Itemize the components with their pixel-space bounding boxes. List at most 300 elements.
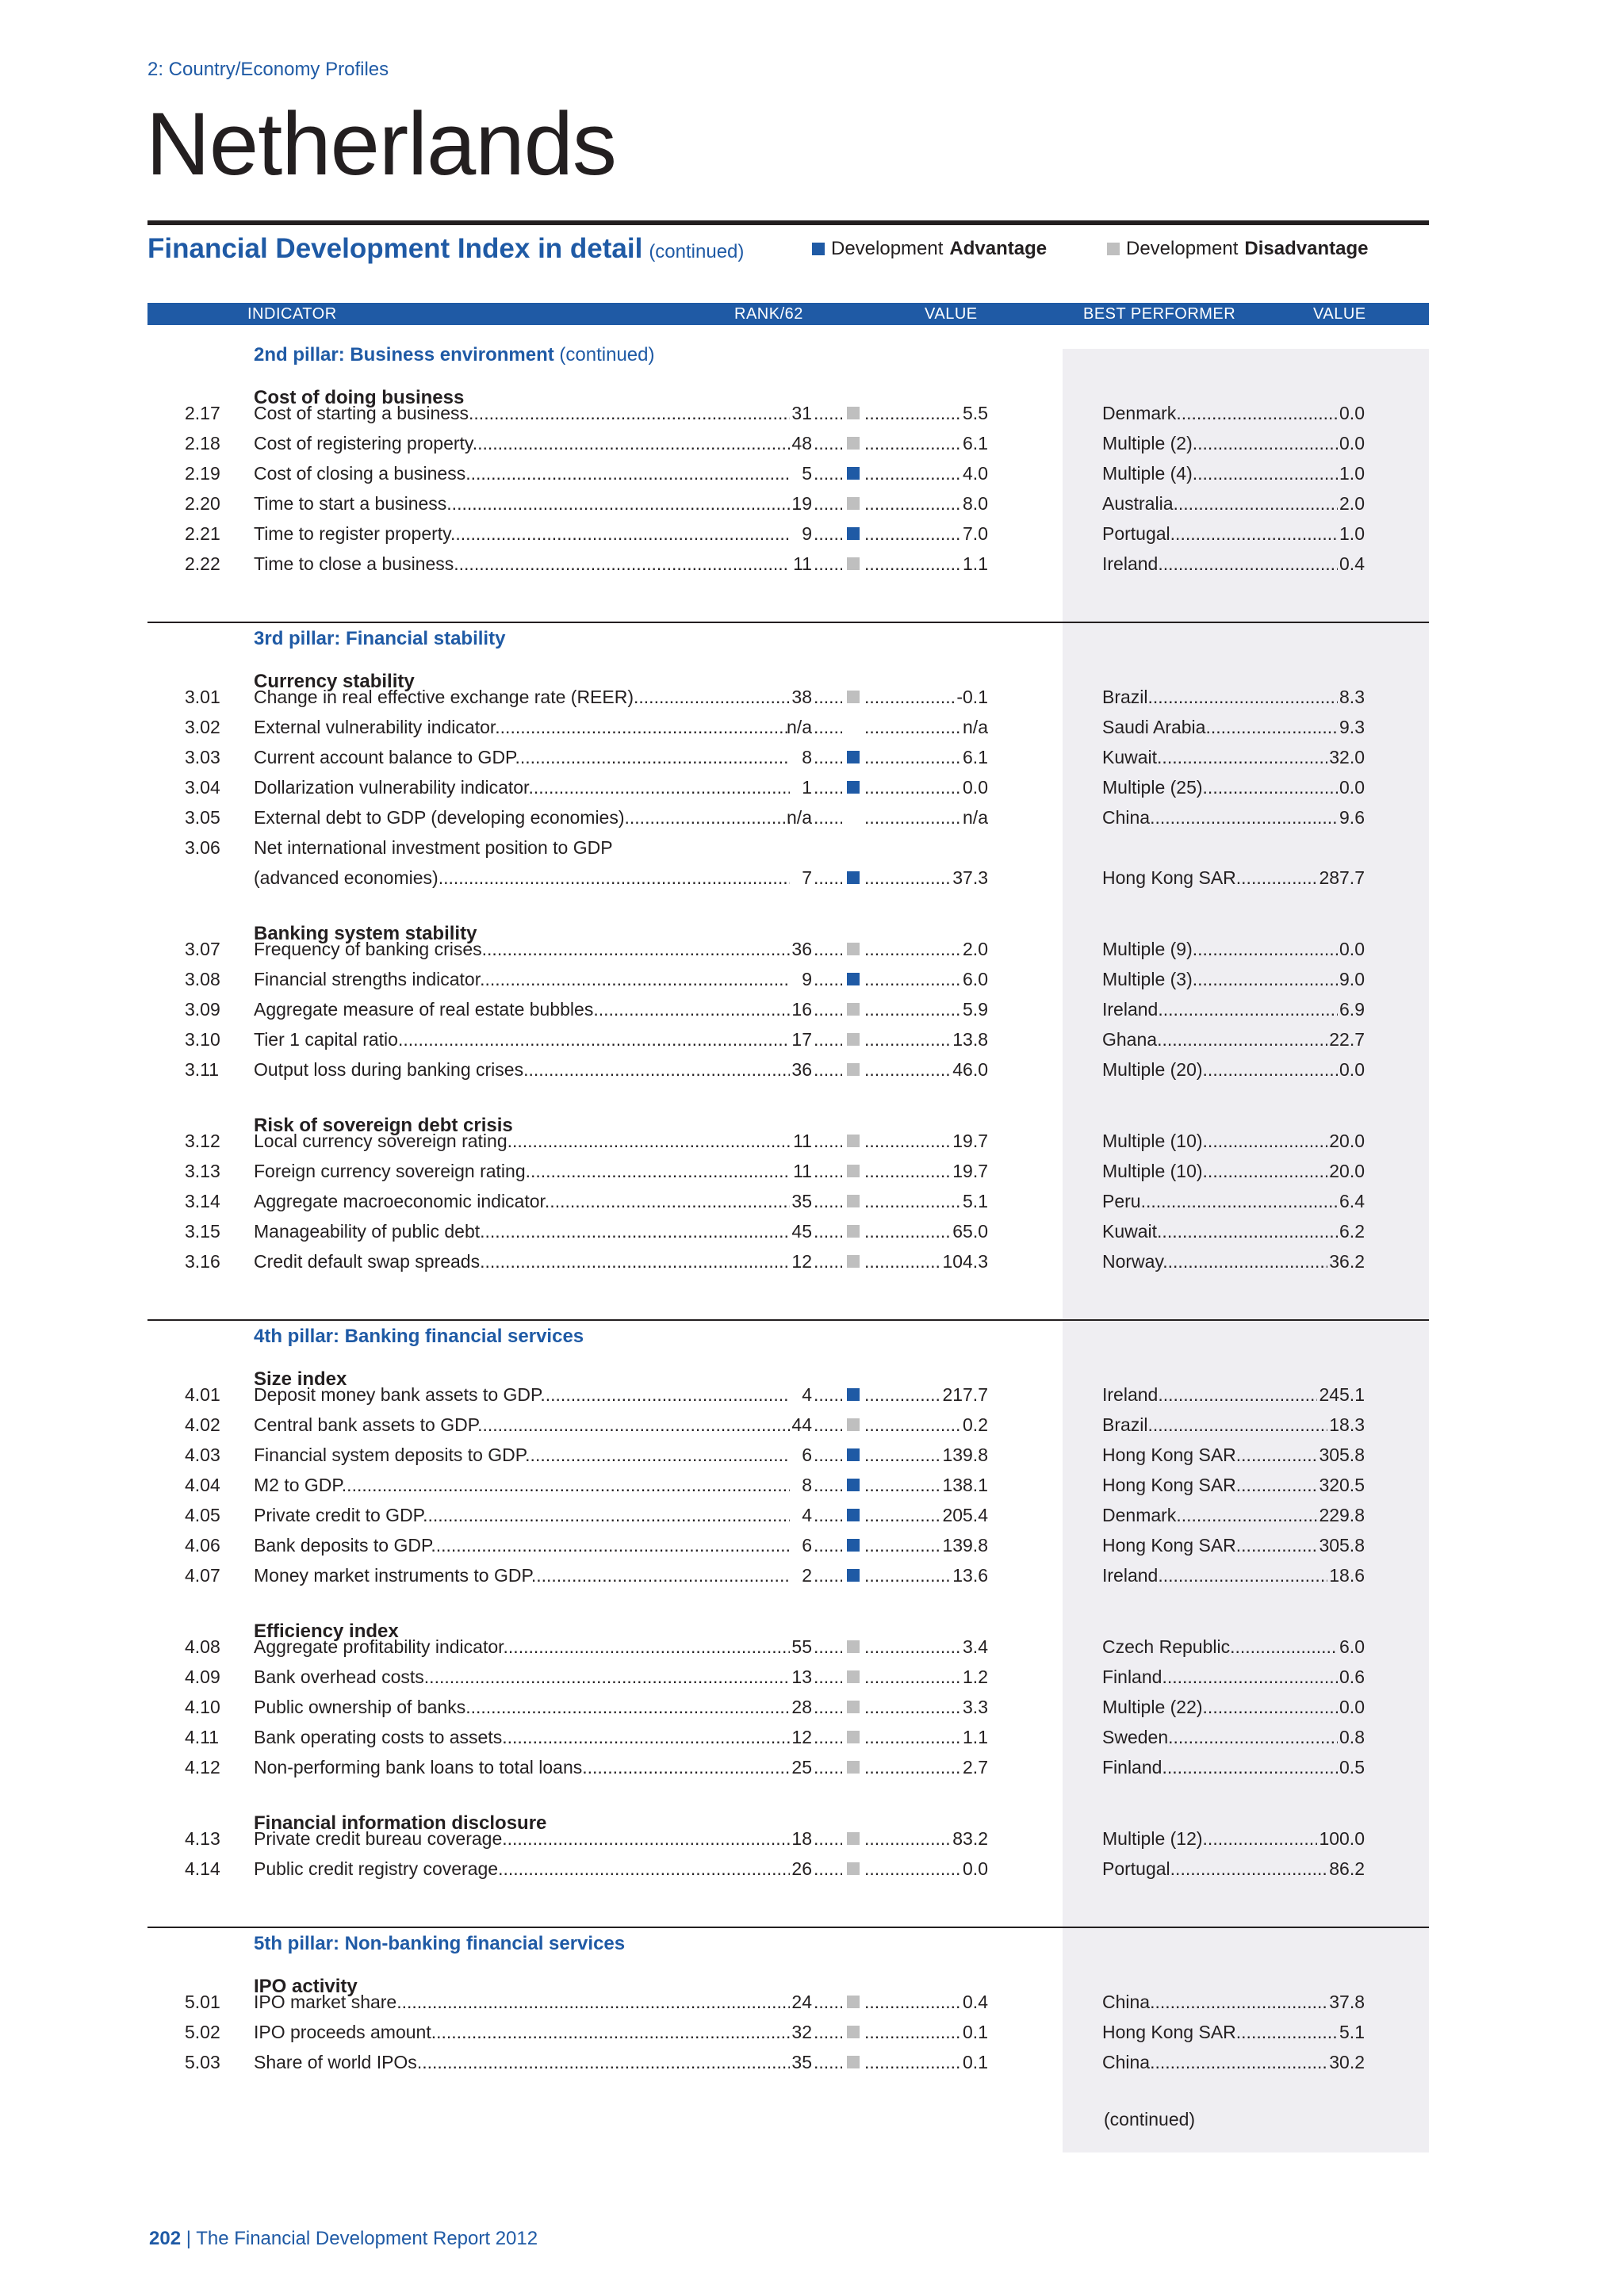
leader-dots xyxy=(864,2047,959,2077)
indicator-name: Financial strengths indicator ..... xyxy=(254,964,790,994)
subhead-financial-information-disclosure: Financial information disclosure xyxy=(254,1812,547,1834)
rank-value: 55 xyxy=(791,1636,812,1657)
disadvantage-square-icon xyxy=(847,407,860,419)
leader-dots xyxy=(864,964,959,994)
advantage-square-icon xyxy=(847,781,860,794)
index-title-continued: (continued) xyxy=(649,241,745,262)
indicator-name: Time to register property ..... xyxy=(254,519,790,549)
table-row xyxy=(0,549,1624,579)
leader-dots xyxy=(814,549,842,579)
leader-dots xyxy=(814,994,842,1024)
table-row xyxy=(0,398,1624,428)
rank-value: 11 xyxy=(793,553,812,574)
indicator-value: 1.1 xyxy=(961,1722,988,1752)
best-performer-name: Hong Kong SAR ..... xyxy=(1102,2017,1364,2047)
table-row xyxy=(0,1752,1624,1782)
table-row xyxy=(0,1440,1624,1470)
best-performer-name: Kuwait ..... xyxy=(1102,1216,1364,1246)
rank-value: n/a xyxy=(787,717,812,737)
table-row xyxy=(0,1823,1624,1854)
indicator-number: 3.04 xyxy=(185,777,220,798)
disadvantage-square-icon xyxy=(847,557,860,570)
indicator-name: Bank overhead costs ..... xyxy=(254,1662,790,1692)
indicator-value: 5.9 xyxy=(961,994,988,1024)
best-performer-name: Multiple (4) ..... xyxy=(1102,458,1364,488)
rank-value: 17 xyxy=(791,1029,812,1050)
table-row xyxy=(0,1186,1624,1216)
disadvantage-square-icon xyxy=(847,2056,860,2068)
indicator-number: 3.13 xyxy=(185,1161,220,1181)
best-performer-name: Sweden ..... xyxy=(1102,1722,1364,1752)
best-performer-name: Multiple (10) ..... xyxy=(1102,1126,1364,1156)
table-row xyxy=(0,1987,1624,2017)
best-performer-name: Multiple (22) ..... xyxy=(1102,1692,1364,1722)
disadvantage-square-icon xyxy=(847,1255,860,1268)
leader-dots xyxy=(814,1054,842,1085)
indicator-name: Tier 1 capital ratio ..... xyxy=(254,1024,790,1054)
indicator-number: 4.14 xyxy=(185,1858,220,1879)
best-performer-value: 245.1 xyxy=(1317,1380,1365,1410)
legend-advantage-prefix: Development xyxy=(831,238,944,259)
disadvantage-square-icon xyxy=(847,2026,860,2038)
best-performer-name: Denmark ..... xyxy=(1102,398,1364,428)
best-performer-value: 305.8 xyxy=(1317,1440,1365,1470)
leader-dots xyxy=(864,1854,959,1884)
column-header-bar xyxy=(147,303,1429,325)
best-performer-value: 6.9 xyxy=(1338,994,1365,1024)
indicator-name: Share of world IPOs ..... xyxy=(254,2047,790,2077)
table-row xyxy=(0,458,1624,488)
disadvantage-square-icon xyxy=(847,1832,860,1845)
advantage-square-icon xyxy=(847,871,860,884)
best-performer-value: 0.5 xyxy=(1338,1752,1365,1782)
indicator-value: 5.5 xyxy=(961,398,988,428)
indicator-number: 4.02 xyxy=(185,1414,220,1435)
best-performer-name: Ireland ..... xyxy=(1102,1380,1364,1410)
table-row xyxy=(0,802,1624,832)
best-performer-name: Peru ..... xyxy=(1102,1186,1364,1216)
continued-note: (continued) xyxy=(1104,2109,1196,2130)
rank-value: 45 xyxy=(791,1221,812,1242)
indicator-value: 3.3 xyxy=(961,1692,988,1722)
indicator-name: Money market instruments to GDP ..... xyxy=(254,1560,790,1590)
best-performer-name: Portugal ..... xyxy=(1102,519,1364,549)
leader-dots xyxy=(864,934,959,964)
indicator-number: 3.05 xyxy=(185,807,220,828)
leader-dots xyxy=(814,1186,842,1216)
indicator-value: 65.0 xyxy=(951,1216,988,1246)
legend-disadvantage-bold: Disadvantage xyxy=(1244,238,1369,259)
leader-dots xyxy=(864,1054,959,1085)
indicator-name: Private credit bureau coverage ..... xyxy=(254,1823,790,1854)
indicator-value: 37.3 xyxy=(951,863,988,893)
indicator-value: 2.7 xyxy=(961,1752,988,1782)
col-value: VALUE xyxy=(925,305,978,323)
leader-dots xyxy=(864,1216,959,1246)
indicator-value: 2.0 xyxy=(961,934,988,964)
rank-value: 28 xyxy=(791,1697,812,1717)
best-performer-name: Norway ..... xyxy=(1102,1246,1364,1276)
best-performer-name: Finland ..... xyxy=(1102,1752,1364,1782)
indicator-value: 139.8 xyxy=(940,1530,988,1560)
rank-value: 19 xyxy=(791,493,812,514)
best-performer-name: Multiple (9) ..... xyxy=(1102,934,1364,964)
rank-value: 8 xyxy=(802,747,812,767)
indicator-value: 0.0 xyxy=(961,772,988,802)
advantage-square-icon xyxy=(847,1569,860,1582)
disadvantage-square-icon xyxy=(847,1033,860,1046)
leader-dots xyxy=(814,519,842,549)
divider-2 xyxy=(147,1319,1429,1321)
subhead-banking-system-stability: Banking system stability xyxy=(254,923,477,944)
indicator-name: Foreign currency sovereign rating ..... xyxy=(254,1156,790,1186)
indicator-number: 3.07 xyxy=(185,939,220,959)
best-performer-name: Hong Kong SAR ..... xyxy=(1102,1530,1364,1560)
indicator-number: 4.12 xyxy=(185,1757,220,1777)
disadvantage-square-icon xyxy=(847,691,860,703)
rank-value: 4 xyxy=(802,1505,812,1525)
indicator-value: 0.4 xyxy=(961,1987,988,2017)
indicator-number: 2.17 xyxy=(185,403,220,423)
indicator-value: 205.4 xyxy=(940,1500,988,1530)
indicator-value: 6.1 xyxy=(961,428,988,458)
best-performer-value: 18.3 xyxy=(1327,1410,1365,1440)
best-performer-value: 0.0 xyxy=(1338,934,1365,964)
indicator-number: 3.09 xyxy=(185,999,220,1020)
indicator-value: 5.1 xyxy=(961,1186,988,1216)
disadvantage-square-icon xyxy=(847,497,860,510)
advantage-square-icon xyxy=(847,973,860,985)
table-row xyxy=(0,1054,1624,1085)
indicator-value: n/a xyxy=(961,802,988,832)
leader-dots xyxy=(864,1186,959,1216)
indicator-number: 3.03 xyxy=(185,747,220,767)
best-performer-value: 36.2 xyxy=(1327,1246,1365,1276)
best-performer-name: Hong Kong SAR ..... xyxy=(1102,1470,1364,1500)
indicator-value: 83.2 xyxy=(951,1823,988,1854)
indicator-value: 19.7 xyxy=(951,1126,988,1156)
leader-dots xyxy=(814,1560,842,1590)
best-performer-value: 2.0 xyxy=(1338,488,1365,519)
indicator-name: IPO market share ..... xyxy=(254,1987,790,2017)
leader-dots xyxy=(864,742,959,772)
disadvantage-square-icon xyxy=(847,1165,860,1177)
best-performer-name: China ..... xyxy=(1102,2047,1364,2077)
legend-advantage xyxy=(812,238,1047,260)
indicator-value: 1.2 xyxy=(961,1662,988,1692)
rank-value: 9 xyxy=(802,969,812,989)
best-performer-value: 287.7 xyxy=(1317,863,1365,893)
subhead-cost-of-doing-business: Cost of doing business xyxy=(254,387,465,408)
disadvantage-square-icon xyxy=(847,1225,860,1238)
legend-disadvantage xyxy=(1107,238,1368,260)
best-performer-name: Denmark ..... xyxy=(1102,1500,1364,1530)
leader-dots xyxy=(814,1216,842,1246)
best-performer-name: Brazil ..... xyxy=(1102,682,1364,712)
indicator-number: 2.22 xyxy=(185,553,220,574)
indicator-number: 2.21 xyxy=(185,523,220,544)
advantage-square-icon xyxy=(812,243,825,255)
table-row xyxy=(0,964,1624,994)
best-performer-name: Multiple (25) ..... xyxy=(1102,772,1364,802)
best-performer-value: 86.2 xyxy=(1327,1854,1365,1884)
index-title-text: Financial Development Index in detail xyxy=(147,233,643,264)
leader-dots xyxy=(864,519,959,549)
best-performer-name: China ..... xyxy=(1102,1987,1364,2017)
indicator-value: 3.4 xyxy=(961,1632,988,1662)
leader-dots xyxy=(864,428,959,458)
leader-dots xyxy=(864,1126,959,1156)
indicator-name: Cost of closing a business ..... xyxy=(254,458,790,488)
indicator-name: Non-performing bank loans to total loans ..... xyxy=(254,1752,790,1782)
leader-dots xyxy=(864,1823,959,1854)
indicator-number: 4.05 xyxy=(185,1505,220,1525)
best-performer-name: Ghana ..... xyxy=(1102,1024,1364,1054)
best-performer-value: 8.3 xyxy=(1338,682,1365,712)
indicator-name: Change in real effective exchange rate (REER) ..... xyxy=(254,682,790,712)
leader-dots xyxy=(814,1246,842,1276)
table-row xyxy=(0,1156,1624,1186)
section-label: 2: Country/Economy Profiles xyxy=(147,59,389,80)
indicator-number: 5.01 xyxy=(185,1992,220,2012)
rank-value: 4 xyxy=(802,1384,812,1405)
indicator-name: Aggregate macroeconomic indicator ..... xyxy=(254,1186,790,1216)
best-performer-value: 30.2 xyxy=(1327,2047,1365,2077)
pillar-2-heading xyxy=(254,344,655,366)
indicator-name: Cost of registering property ..... xyxy=(254,428,790,458)
subhead-currency-stability: Currency stability xyxy=(254,671,415,692)
indicator-number: 3.14 xyxy=(185,1191,220,1211)
rank-value: n/a xyxy=(787,807,812,828)
indicator-number: 3.06 xyxy=(185,837,220,858)
best-performer-name: China ..... xyxy=(1102,802,1364,832)
table-row xyxy=(0,682,1624,712)
footer xyxy=(149,2228,538,2250)
indicator-value: 0.1 xyxy=(961,2047,988,2077)
indicator-value: 0.2 xyxy=(961,1410,988,1440)
leader-dots xyxy=(814,1632,842,1662)
indicator-name: Public credit registry coverage ..... xyxy=(254,1854,790,1884)
leader-dots xyxy=(814,863,842,893)
rank-value: 24 xyxy=(791,1992,812,2012)
best-performer-value: 0.0 xyxy=(1338,398,1365,428)
rank-value: 16 xyxy=(791,999,812,1020)
best-performer-value: 37.8 xyxy=(1327,1987,1365,2017)
table-row xyxy=(0,1216,1624,1246)
indicator-name: Aggregate measure of real estate bubbles ..... xyxy=(254,994,790,1024)
table-row xyxy=(0,428,1624,458)
best-performer-name: Brazil ..... xyxy=(1102,1410,1364,1440)
index-title xyxy=(147,233,744,265)
rank-value: 6 xyxy=(802,1445,812,1465)
table-row xyxy=(0,488,1624,519)
table-row xyxy=(0,742,1624,772)
legend-advantage-bold: Advantage xyxy=(949,238,1048,259)
table-row xyxy=(0,1024,1624,1054)
table-row xyxy=(0,1470,1624,1500)
col-indicator: INDICATOR xyxy=(247,305,337,323)
disadvantage-square-icon xyxy=(847,1731,860,1743)
indicator-value: 0.1 xyxy=(961,2017,988,2047)
disadvantage-square-icon xyxy=(847,1761,860,1774)
best-performer-value: 1.0 xyxy=(1338,519,1365,549)
table-row xyxy=(0,1662,1624,1692)
leader-dots xyxy=(864,1722,959,1752)
leader-dots xyxy=(814,1500,842,1530)
leader-dots xyxy=(864,802,959,832)
disadvantage-square-icon xyxy=(847,1135,860,1147)
leader-dots xyxy=(814,1156,842,1186)
indicator-number: 4.10 xyxy=(185,1697,220,1717)
indicator-name: Dollarization vulnerability indicator ..... xyxy=(254,772,790,802)
indicator-number: 3.12 xyxy=(185,1131,220,1151)
indicator-number: 4.01 xyxy=(185,1384,220,1405)
pillar-2-text: 2nd pillar: Business environment xyxy=(254,344,554,365)
table-row xyxy=(0,994,1624,1024)
indicator-name: Credit default swap spreads ..... xyxy=(254,1246,790,1276)
rank-value: 35 xyxy=(791,1191,812,1211)
leader-dots xyxy=(814,1662,842,1692)
disadvantage-square-icon xyxy=(847,437,860,450)
table-row xyxy=(0,1500,1624,1530)
best-performer-value: 0.8 xyxy=(1338,1722,1365,1752)
pillar-3-heading: 3rd pillar: Financial stability xyxy=(254,628,506,649)
rank-value: 12 xyxy=(791,1251,812,1272)
advantage-square-icon xyxy=(847,467,860,480)
indicator-number: 3.02 xyxy=(185,717,220,737)
indicator-name: IPO proceeds amount ..... xyxy=(254,2017,790,2047)
indicator-name: Bank deposits to GDP ..... xyxy=(254,1530,790,1560)
divider-3 xyxy=(147,1927,1429,1928)
leader-dots xyxy=(814,1410,842,1440)
leader-dots xyxy=(814,458,842,488)
leader-dots xyxy=(814,1692,842,1722)
best-performer-value: 229.8 xyxy=(1317,1500,1365,1530)
best-performer-value: 0.4 xyxy=(1338,549,1365,579)
leader-dots xyxy=(814,1440,842,1470)
indicator-name: External debt to GDP (developing economies) ..... xyxy=(254,802,790,832)
indicator-name: External vulnerability indicator ..... xyxy=(254,712,790,742)
rank-value: 36 xyxy=(791,939,812,959)
best-performer-value: 9.0 xyxy=(1338,964,1365,994)
advantage-square-icon xyxy=(847,1388,860,1401)
table-row xyxy=(0,863,1624,893)
indicator-number: 4.08 xyxy=(185,1636,220,1657)
table-row xyxy=(0,519,1624,549)
leader-dots xyxy=(864,994,959,1024)
best-performer-value: 6.2 xyxy=(1338,1216,1365,1246)
best-performer-value: 9.6 xyxy=(1338,802,1365,832)
leader-dots xyxy=(814,802,842,832)
disadvantage-square-icon xyxy=(847,1701,860,1713)
leader-dots xyxy=(864,458,959,488)
best-performer-value: 32.0 xyxy=(1327,742,1365,772)
best-performer-name: Saudi Arabia ..... xyxy=(1102,712,1364,742)
table-row xyxy=(0,1854,1624,1884)
best-performer-value: 305.8 xyxy=(1317,1530,1365,1560)
indicator-number: 2.20 xyxy=(185,493,220,514)
indicator-number: 2.18 xyxy=(185,433,220,453)
rank-value: 26 xyxy=(791,1858,812,1879)
leader-dots xyxy=(814,964,842,994)
best-performer-value: 1.0 xyxy=(1338,458,1365,488)
table-row xyxy=(0,1410,1624,1440)
leader-dots xyxy=(864,712,959,742)
subhead-ipo-activity: IPO activity xyxy=(254,1976,358,1997)
leader-dots xyxy=(864,549,959,579)
rank-value: 32 xyxy=(791,2022,812,2042)
table-row xyxy=(0,1560,1624,1590)
indicator-value: 19.7 xyxy=(951,1156,988,1186)
rank-value: 18 xyxy=(791,1828,812,1849)
best-performer-value: 0.6 xyxy=(1338,1662,1365,1692)
rank-value: 9 xyxy=(802,523,812,544)
indicator-number: 2.19 xyxy=(185,463,220,484)
leader-dots xyxy=(814,712,842,742)
indicator-name: (advanced economies) ..... xyxy=(254,863,790,893)
country-title: Netherlands xyxy=(146,94,616,193)
rank-value: 6 xyxy=(802,1535,812,1556)
indicator-number: 4.03 xyxy=(185,1445,220,1465)
disadvantage-square-icon xyxy=(847,1640,860,1653)
table-row xyxy=(0,1380,1624,1410)
disadvantage-square-icon xyxy=(847,1996,860,2008)
col-best-performer: BEST PERFORMER xyxy=(1083,305,1236,323)
best-performer-value: 5.1 xyxy=(1338,2017,1365,2047)
leader-dots xyxy=(814,934,842,964)
indicator-number: 4.06 xyxy=(185,1535,220,1556)
rank-value: 11 xyxy=(793,1161,812,1181)
table-row xyxy=(0,1692,1624,1722)
indicator-number: 3.10 xyxy=(185,1029,220,1050)
advantage-square-icon xyxy=(847,1448,860,1461)
indicator-name: Public ownership of banks ..... xyxy=(254,1692,790,1722)
indicator-value: 217.7 xyxy=(940,1380,988,1410)
top-rule xyxy=(147,220,1429,225)
rank-value: 44 xyxy=(791,1414,812,1435)
best-performer-name: Kuwait ..... xyxy=(1102,742,1364,772)
rank-value: 38 xyxy=(791,687,812,707)
leader-dots xyxy=(864,682,959,712)
best-performer-value: 0.0 xyxy=(1338,1054,1365,1085)
indicator-number: 4.13 xyxy=(185,1828,220,1849)
advantage-square-icon xyxy=(847,1509,860,1521)
legend-disadvantage-prefix: Development xyxy=(1126,238,1239,259)
advantage-square-icon xyxy=(847,1539,860,1552)
subhead-efficiency-index: Efficiency index xyxy=(254,1621,399,1642)
indicator-name: Financial system deposits to GDP ..... xyxy=(254,1440,790,1470)
table-row xyxy=(0,1246,1624,1276)
indicator-value: 139.8 xyxy=(940,1440,988,1470)
indicator-name: Frequency of banking crises ..... xyxy=(254,934,790,964)
indicator-number: 3.01 xyxy=(185,687,220,707)
best-performer-value: 0.0 xyxy=(1338,772,1365,802)
leader-dots xyxy=(814,1470,842,1500)
indicator-number: 5.02 xyxy=(185,2022,220,2042)
rank-value: 12 xyxy=(791,1727,812,1747)
indicator-name: Bank operating costs to assets ..... xyxy=(254,1722,790,1752)
page-number: 202 xyxy=(149,2228,182,2249)
indicator-number: 4.11 xyxy=(185,1727,220,1747)
pillar-2-continued: (continued) xyxy=(559,344,655,365)
indicator-number: 3.08 xyxy=(185,969,220,989)
disadvantage-square-icon xyxy=(847,1418,860,1431)
rank-value: 25 xyxy=(791,1757,812,1777)
best-performer-value: 6.4 xyxy=(1338,1186,1365,1216)
rank-value: 5 xyxy=(802,463,812,484)
best-performer-value: 0.0 xyxy=(1338,428,1365,458)
leader-dots xyxy=(814,1530,842,1560)
